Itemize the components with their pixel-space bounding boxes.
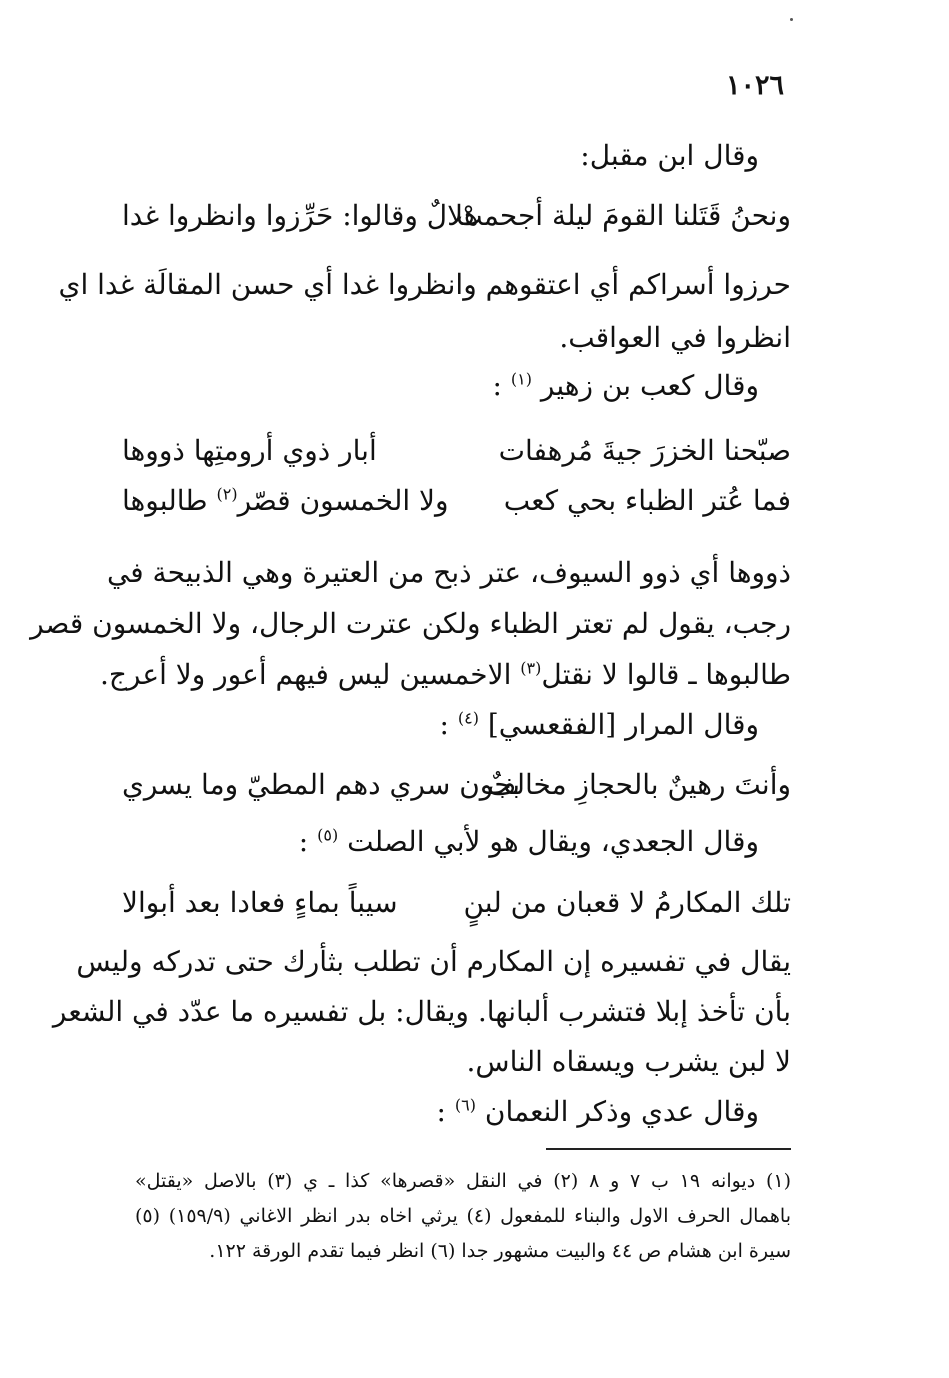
footnote-ref: (٥) <box>317 825 339 845</box>
verse-first-hemistich: صبّحنا الخزرَ جيةَ مُرهفات <box>498 434 791 467</box>
footnote-ref: (٣) <box>520 658 542 678</box>
footnote-ref: (٦) <box>454 1095 476 1115</box>
verse-second-hemistich: أبار ذوي أرومتِها ذووها <box>122 434 377 467</box>
verse-first-hemistich: ونحنُ قَتَلنا القومَ ليلة أجحمتْ <box>456 199 791 232</box>
prose-line: حرزوا أسراكم أي اعتقوهم وانظروا غدا أي حسن المقالَة غدا اي <box>58 268 791 301</box>
prose-line: لا لبن يشرب ويسقاه الناس. <box>466 1045 791 1078</box>
verse-first-hemistich: فما عُتر الظباء بحي كعب <box>503 484 791 517</box>
verse-first-hemistich: وأنتَ رهينٌ بالحجازِ مخالفٌ <box>487 768 791 801</box>
footnote-ref: (٤) <box>457 708 479 728</box>
footnote-line: باهمال الحرف الاول والبناء للمفعول (٤) يرثي اخاه بدر انظر الاغاني (١٥٩/٩) (٥) <box>135 1205 791 1227</box>
footnote-ref: (١) <box>510 369 532 389</box>
prose-line: ذووها أي ذوو السيوف، عتر ذبح من العتيرة وهي الذبيحة في <box>106 556 791 589</box>
verse-first-hemistich: تلك المكارمُ لا قعبان من لبنٍ <box>463 886 791 919</box>
page-number: ١٠٢٦ <box>725 70 784 101</box>
intro-line-ibn-muqbil: وقال ابن مقبل: <box>580 139 759 172</box>
verse-line <box>122 193 791 239</box>
footnote-ref: (٢) <box>216 484 238 504</box>
intro-line-jaadi: وقال الجعدي، ويقال هو لأبي الصلت $^{(٥)}$ : <box>298 825 759 858</box>
verse-line <box>122 762 791 808</box>
verse-second-hemistich: بجون سري دهم المطيّ وما يسري <box>122 768 521 801</box>
verse-line <box>122 478 791 524</box>
footnote-separator <box>546 1148 791 1150</box>
prose-line: بأن تأخذ إبلا فتشرب ألبانها. ويقال: بل تفسيره ما عدّد في الشعر <box>52 995 791 1028</box>
intro-line-adi: وقال عدي وذكر النعمان $^{(٦)}$ : <box>436 1095 759 1128</box>
intro-line-kaab: وقال كعب بن زهير $^{(١)}$ : <box>492 369 759 402</box>
verse-line <box>122 428 791 474</box>
intro-line-marrar: وقال المرار [الفقعسي] $^{(٤)}$ : <box>439 708 759 741</box>
verse-second-hemistich: سيباً بماءٍ فعادا بعد أبوالا <box>122 886 398 919</box>
footnote-line: سيرة ابن هشام ص ٤٤ والبيت مشهور جدا (٦) انظر فيما تقدم الورقة ١٢٢. <box>209 1240 791 1262</box>
prose-line: انظروا في العواقب. <box>559 321 791 354</box>
prose-line: يقال في تفسيره إن المكارم أن تطلب بثأرك حتى تدركه وليس <box>76 945 791 978</box>
verse-line <box>122 880 791 926</box>
footnote-line: (١) ديوانه ١٩ ب ٧ و ٨ (٢) في النقل «قصرها» كذا ـ ي (٣) بالاصل «يقتل» <box>135 1170 792 1192</box>
verse-second-hemistich: ولا الخمسون قصّر$^{(٢)}$ طالبوها <box>122 484 449 517</box>
scan-speck <box>790 18 793 21</box>
verse-second-hemistich: هلالٌ وقالوا: حَرِّزوا وانظروا غدا <box>122 199 479 232</box>
prose-line: رجب، يقول لم تعتر الظباء ولكن عترت الرجال، ولا الخمسون قصر <box>30 607 791 640</box>
prose-line: طالبوها ـ قالوا لا نقتل$^{(٣)}$ الاخمسين ليس فيهم أعور ولا أعرج. <box>99 658 791 691</box>
